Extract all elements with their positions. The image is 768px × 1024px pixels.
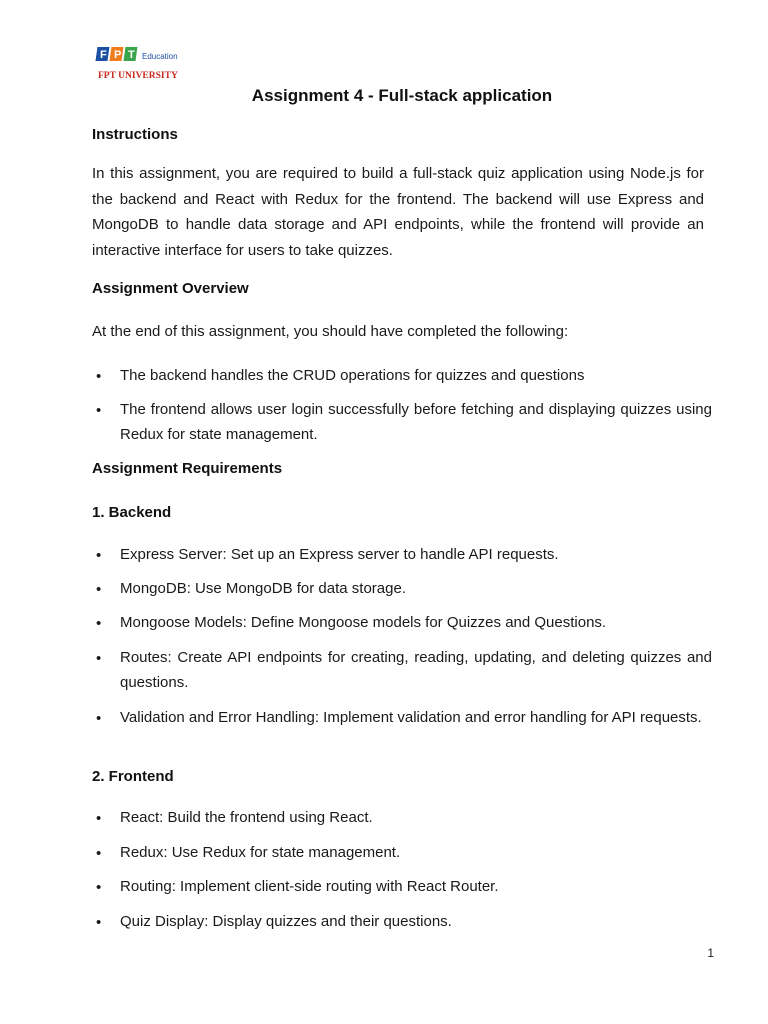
bullet-marker: • [96,615,102,632]
logo-sub-label: Education [142,52,178,61]
logo-letter-p: P [114,49,122,61]
instructions-heading: Instructions [92,126,178,143]
backend-item: Routes: Create API endpoints for creating, reading, updating, and deleting quizzes and questions. [120,649,712,691]
bullet-marker: • [96,547,102,564]
page-number: 1 [707,946,714,960]
backend-item: MongoDB: Use MongoDB for data storage. [120,580,406,597]
bullet-marker: • [96,402,102,419]
fpt-logo-mark [92,43,200,85]
bullet-marker: • [96,879,102,896]
backend-item: Express Server: Set up an Express server to handle API requests. [120,546,559,563]
bullet-marker: • [96,650,102,667]
frontend-item: Routing: Implement client-side routing with React Router. [120,878,499,895]
bullet-marker: • [96,581,102,598]
frontend-item: Quiz Display: Display quizzes and their questions. [120,913,452,930]
requirements-heading: Assignment Requirements [92,460,283,477]
bullet-marker: • [96,710,102,727]
page-title: Assignment 4 - Full-stack application [251,86,553,105]
overview-item: The frontend allows user login successfully before fetching and displaying quizzes using Redux for state management. [120,401,712,443]
frontend-item: React: Build the frontend using React. [120,809,373,826]
backend-item: Mongoose Models: Define Mongoose models for Quizzes and Questions. [120,614,607,631]
instructions-paragraph: In this assignment, you are required to build a full-stack quiz application using Node.js for the backend and React with Redux for the frontend. The backend will use Express and MongoDB to handle data storage and API endpoints, while the frontend will provide an interactive interface for users to take quizzes. [92,165,704,259]
bullet-marker: • [96,810,102,827]
frontend-item: Redux: Use Redux for state management. [120,844,401,861]
overview-item: The backend handles the CRUD operations for quizzes and questions [120,367,585,384]
bullet-marker: • [96,368,102,385]
logo-university: FPT UNIVERSITY [98,71,178,81]
bullet-marker: • [96,914,102,931]
bullet-marker: • [96,845,102,862]
logo-letter-t: T [128,49,135,61]
overview-intro: At the end of this assignment, you should have completed the following: [92,323,569,340]
logo-letter-f: F [100,49,107,61]
backend-heading: 1. Backend [92,504,172,521]
backend-item: Validation and Error Handling: Implement validation and error handling for API requests. [120,709,702,726]
frontend-heading: 2. Frontend [92,768,174,785]
fpt-education-logo [92,43,200,85]
overview-heading: Assignment Overview [92,280,249,297]
